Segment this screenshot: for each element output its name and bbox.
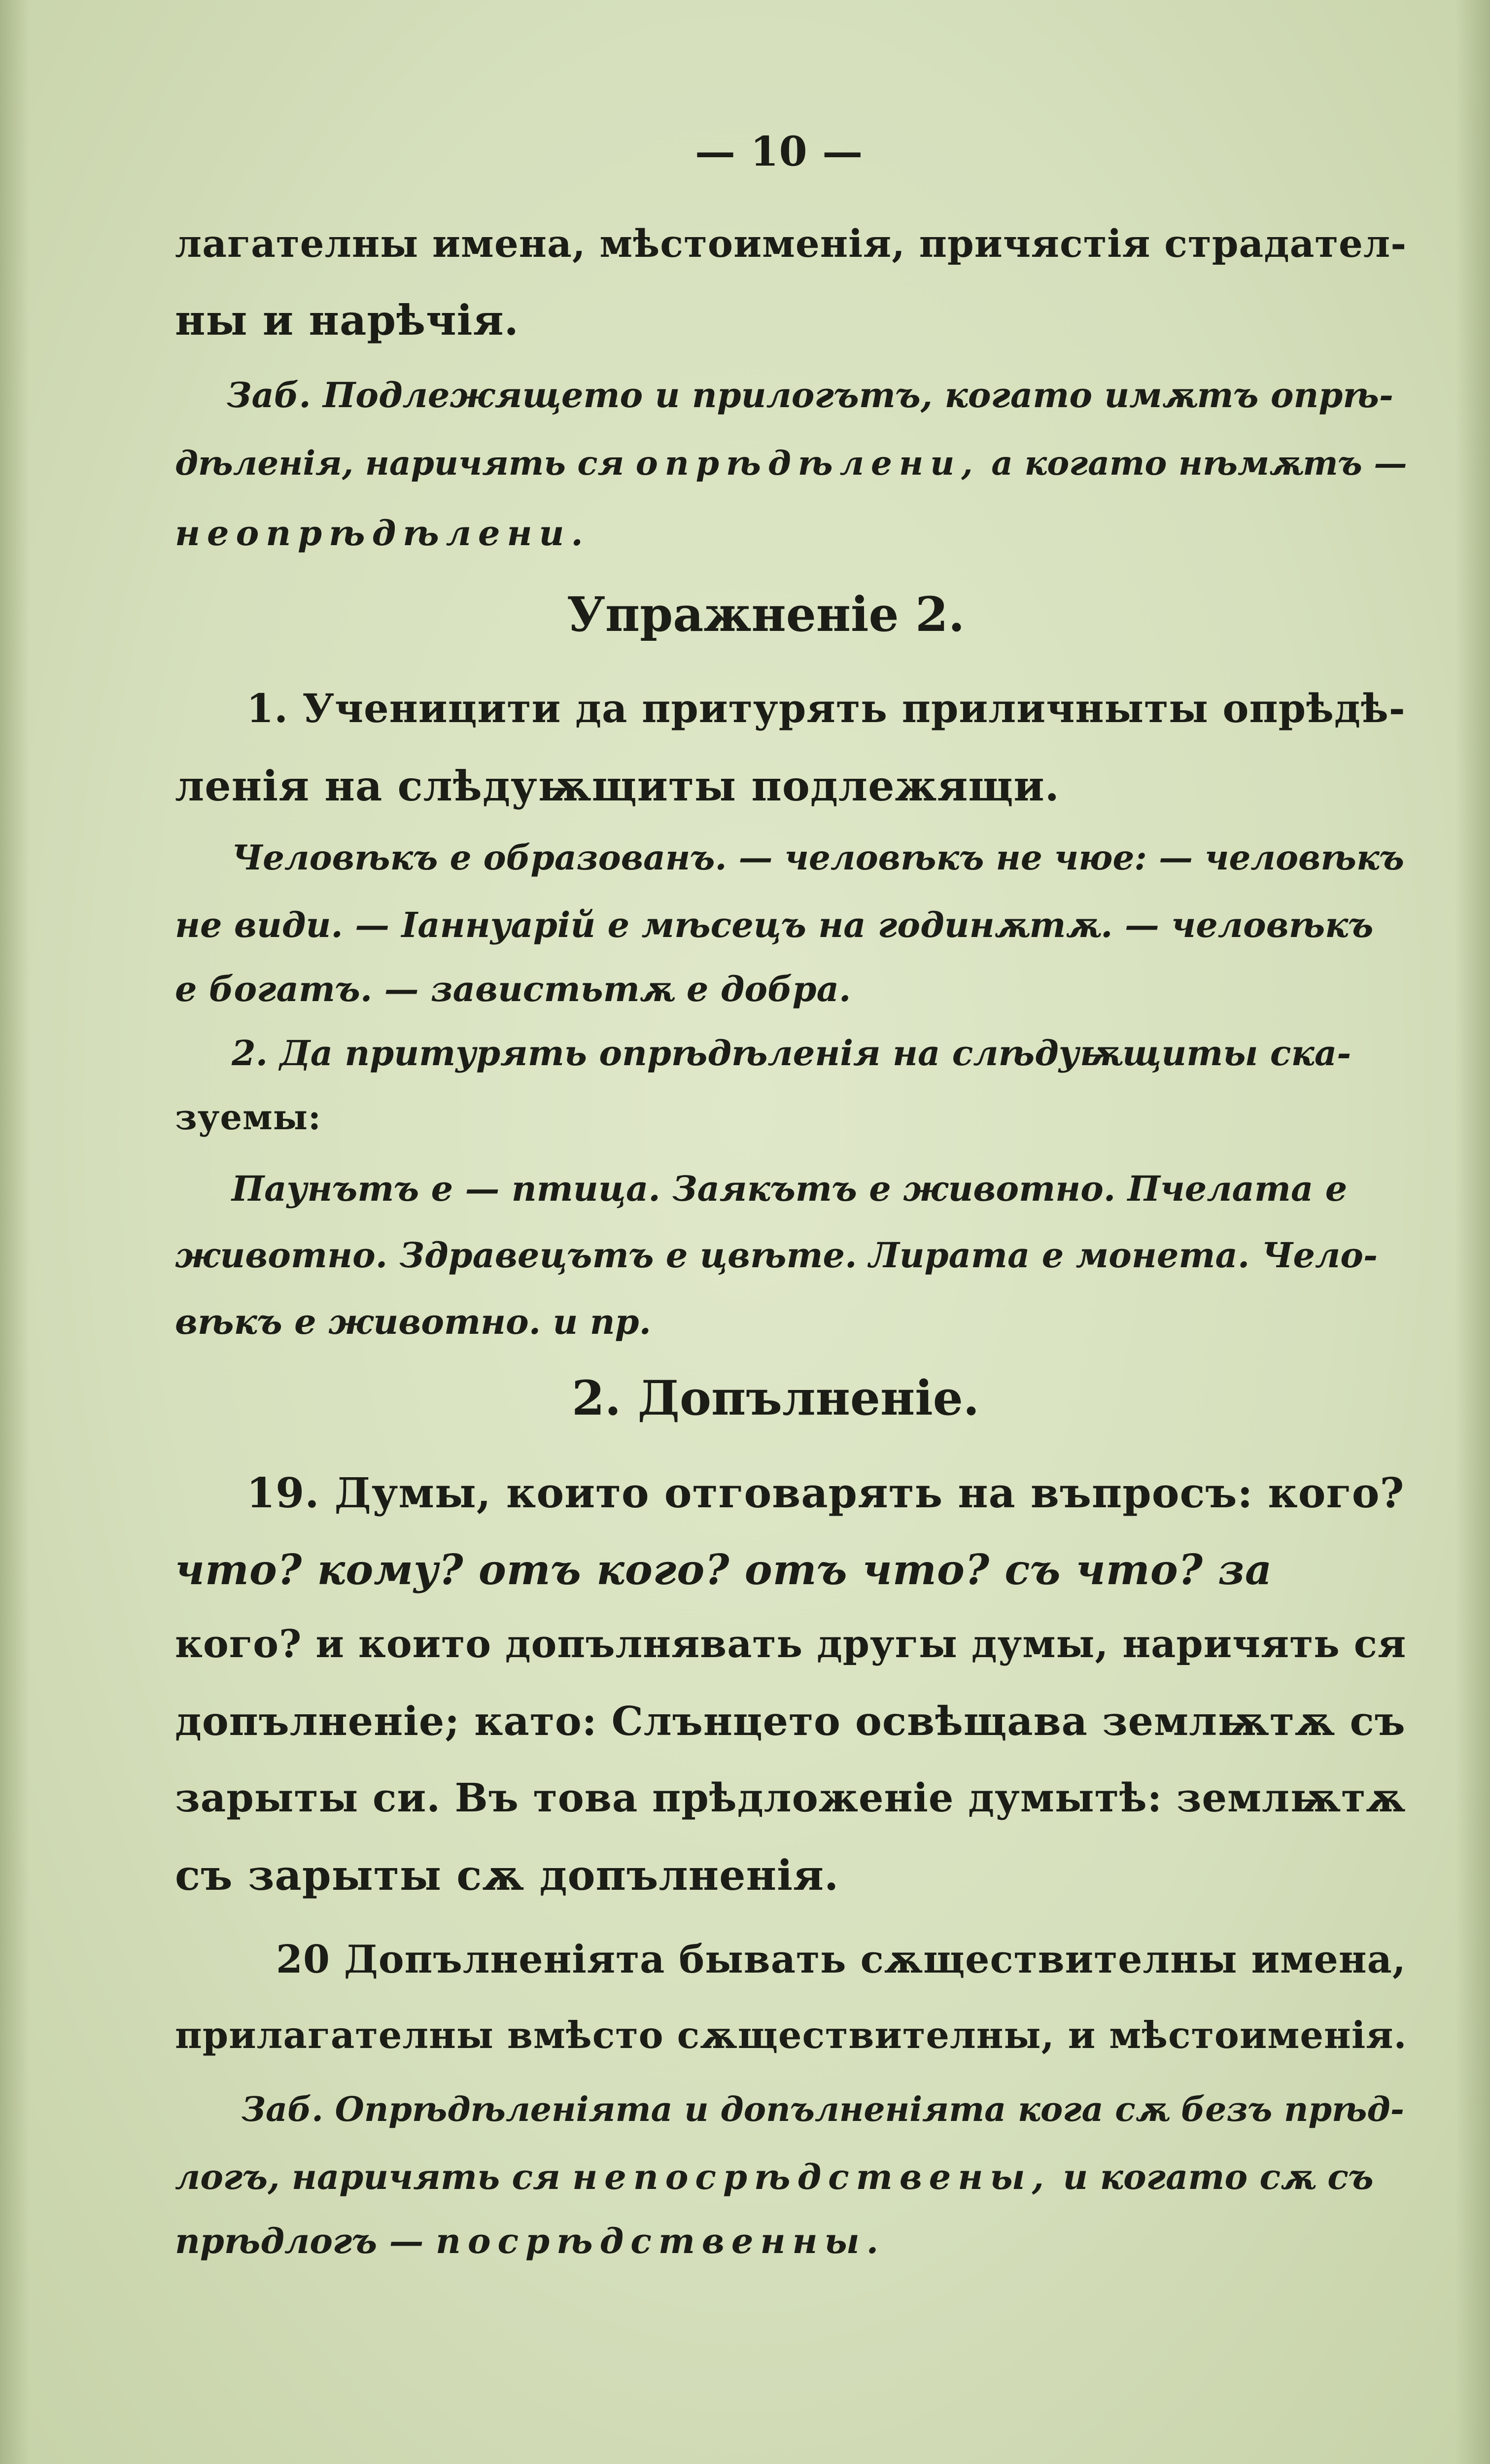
exercise-1-sentences-2: не види. — Іаннуарій е мѣсецъ на годинѫтѫ. — человѣкъ [175, 904, 1374, 945]
note-2-line-2 [175, 2156, 1374, 2197]
paragraph-19-line-4: допълненіе; като: Слънцето освѣщава землѭтѫ съ [175, 1698, 1406, 1745]
page-shadow-left [0, 0, 30, 2464]
note-1-line-2-start: дѣленія, наричять ся [175, 444, 624, 483]
exercise-1-sentences-1: Человѣкъ е образованъ. — человѣкъ не чюе: — человѣкъ [232, 838, 1404, 878]
note-1-term-undefined: неопрѣдѣлени. [175, 513, 590, 554]
note-1-line-2 [175, 444, 1407, 483]
exercise-heading: Упражненіе 2. [567, 587, 965, 642]
paragraph-19-line-3: кого? и които допълнявать другы думы, наричять ся [175, 1622, 1407, 1666]
paragraph-19-line-1: 19. Думы, които отговарять на въпросъ: кого? [246, 1469, 1405, 1517]
exercise-2-sentences-2: животно. Здравецътъ е цвѣте. Лирата е монета. Чело- [175, 1235, 1378, 1276]
exercise-1-line-2: ленія на слѣдуѭщиты подлежящи. [175, 762, 1060, 810]
paragraph-top-line-2: ны и нарѣчія. [175, 296, 519, 345]
exercise-2-sentences-3: вѣкъ е животно. и пр. [175, 1301, 651, 1342]
paragraph-19-line-6: съ зарыты сѫ допълненія. [175, 1851, 839, 1900]
note-2-line-2-start: логъ, наричять ся [175, 2156, 560, 2197]
note-2-line-3 [175, 2221, 885, 2261]
section-heading: 2. Допълненіе. [572, 1370, 980, 1426]
paragraph-top-line-1: лагателны имена, мѣстоименія, причястія страдател- [175, 222, 1407, 266]
page-shadow-right [1455, 0, 1490, 2464]
paragraph-19-line-5: зарыты си. Въ това прѣдложеніе думытѣ: землѭтѫ [175, 1774, 1406, 1821]
exercise-1-sentences-3: е богатъ. — завистьтѫ е добра. [175, 969, 851, 1009]
exercise-1-line-1: 1. Ученицити да притурять приличныты опрѣдѣ- [246, 685, 1406, 731]
exercise-2-line-2: зуемы: [175, 1097, 321, 1138]
paragraph-20-line-2: прилагателны вмѣсто сѫществителны, и мѣстоименія. [175, 2013, 1407, 2057]
exercise-2-sentences-1: Паунътъ е — птица. Заякътъ е животно. Пчелата е [232, 1168, 1348, 1209]
exercise-2-line-1: 2. Да притурять опрѣдѣленія на слѣдуѭщиты ска- [232, 1033, 1351, 1074]
note-1-line-1: Заб. Подлежящето и прилогътъ, когато имѫтъ опрѣ- [227, 375, 1393, 416]
note-2-line-2-end: и когато сѫ съ [1063, 2156, 1374, 2197]
page-number: — 10 — [695, 128, 864, 175]
note-2-term-immediate: непосрѣдствены, [572, 2156, 1051, 2197]
note-2-line-1: Заб. Опрѣдѣленіята и допълненіята кога сѫ безъ прѣд- [242, 2090, 1404, 2129]
paragraph-19-line-2: что? кому? отъ кого? отъ что? съ что? за [175, 1545, 1273, 1594]
note-1-term-defined: опрѣдѣлени, [635, 444, 980, 483]
note-1-line-2-end: а когато нѣмѫтъ — [991, 444, 1407, 483]
note-2-term-mediated: посрѣдственны. [435, 2221, 886, 2261]
paragraph-20-line-1: 20 Допълненіята бывать сѫществителны имена, [276, 1937, 1406, 1982]
note-2-line-3-start: прѣдлогъ — [175, 2221, 424, 2261]
